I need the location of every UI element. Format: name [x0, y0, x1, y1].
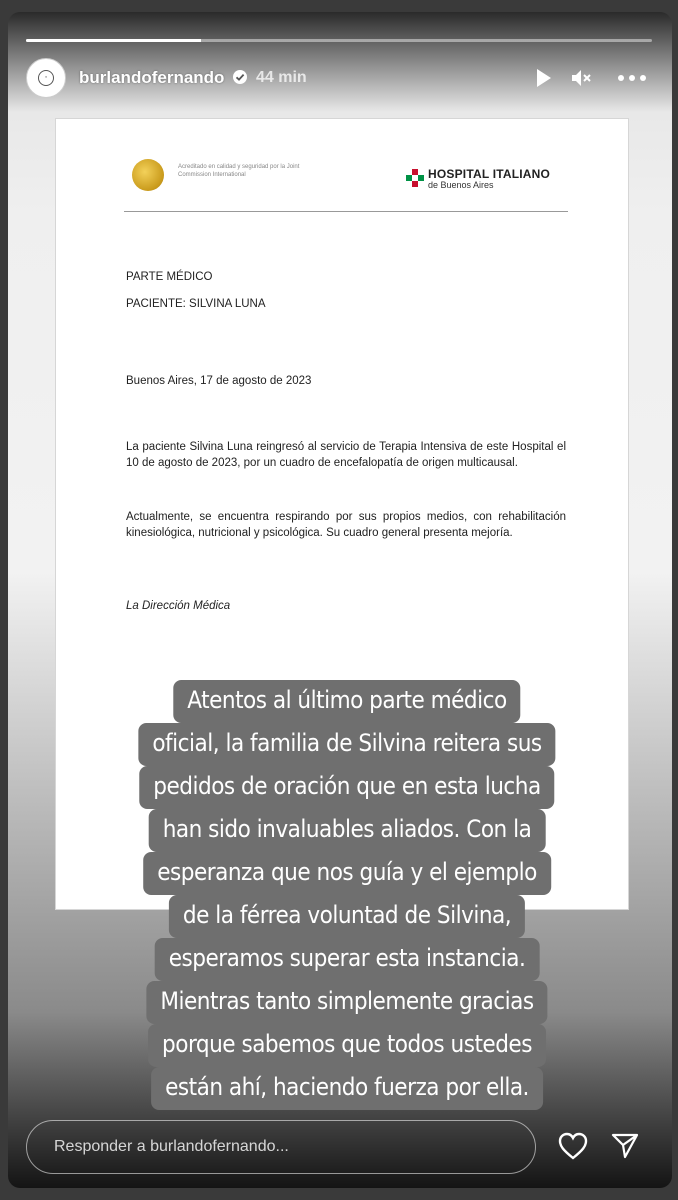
- report-heading: PARTE MÉDICO: [126, 271, 213, 283]
- reply-input[interactable]: [26, 1120, 536, 1174]
- story-frame: [8, 12, 672, 1188]
- paragraph-1: La paciente Silvina Luna reingresó al servicio de Terapia Intensiva de este Hospital el 10 de agosto de 2023, por un cuadro de encefalopatía de origen multicausal.: [126, 441, 566, 469]
- username[interactable]: burlandofernando: [79, 68, 225, 87]
- caption-line: han sido invaluables aliados. Con la: [149, 809, 546, 852]
- accreditation-seal-icon: [132, 159, 164, 191]
- verified-badge-icon: [232, 69, 248, 85]
- more-icon[interactable]: [616, 66, 648, 90]
- hospital-name: HOSPITAL ITALIANO: [428, 167, 551, 181]
- heart-icon[interactable]: [557, 1131, 589, 1161]
- signature: La Dirección Médica: [126, 600, 231, 612]
- hospital-cross-icon: [406, 169, 424, 187]
- date-line: Buenos Aires, 17 de agosto de 2023: [126, 375, 312, 387]
- hospital-subtitle: de Buenos Aires: [428, 180, 494, 190]
- caption-line: porque sabemos que todos ustedes: [148, 1024, 546, 1067]
- caption-line: de la férrea voluntad de Silvina,: [169, 895, 525, 938]
- caption-line: oficial, la familia de Silvina reitera sus: [138, 723, 555, 766]
- mute-icon[interactable]: [569, 66, 593, 90]
- play-icon[interactable]: [531, 66, 555, 90]
- medical-report-document: [55, 118, 629, 910]
- paragraph-2: Actualmente, se encuentra respirando por sus propios medios, con rehabilitación kinesiológica, nutricional y psicológica. Su cuadro general presenta mejoría.: [126, 511, 566, 539]
- story-header: [26, 58, 656, 98]
- avatar[interactable]: [26, 58, 66, 98]
- patient-line: PACIENTE: SILVINA LUNA: [126, 298, 266, 310]
- avatar-logo-icon: ◦: [38, 70, 54, 86]
- caption-line: Atentos al último parte médico: [173, 680, 520, 723]
- caption-line: están ahí, haciendo fuerza por ella.: [151, 1067, 543, 1110]
- caption-line: esperamos superar esta instancia.: [155, 938, 540, 981]
- reply-placeholder: Responder a burlandofernando...: [54, 1138, 289, 1155]
- caption-line: esperanza que nos guía y el ejemplo: [143, 852, 551, 895]
- story-progress-fill: [26, 39, 201, 42]
- caption-line: pedidos de oración que en esta lucha: [139, 766, 554, 809]
- caption-line: Mientras tanto simplemente gracias: [146, 981, 547, 1024]
- seal-text: Acreditado en calidad y seguridad por la Joint Commission International: [178, 164, 300, 178]
- story-progress-bar: [26, 39, 652, 42]
- send-icon[interactable]: [610, 1131, 640, 1161]
- time-ago: 44 min: [256, 69, 307, 86]
- divider: [124, 211, 568, 212]
